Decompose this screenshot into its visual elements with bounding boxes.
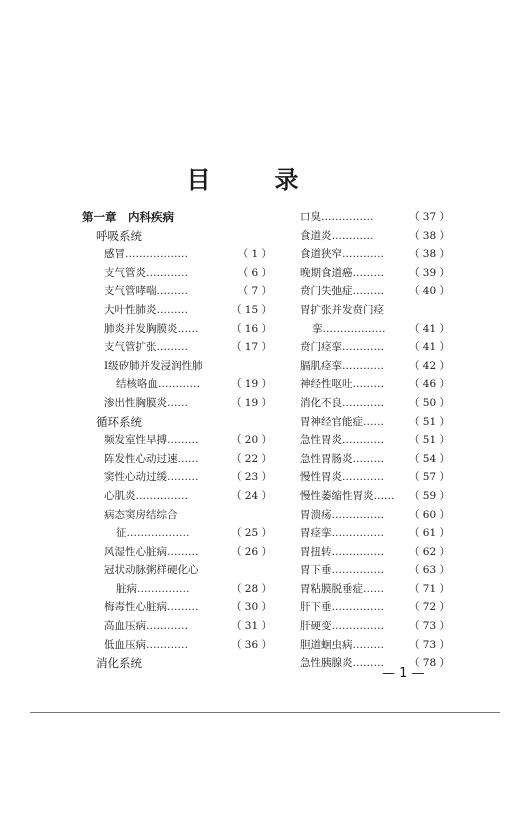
toc-entry [82,264,272,283]
toc-entry [300,450,450,469]
toc-entry-title: 胃痉挛…………… [300,527,384,540]
toc-entry [82,543,272,562]
toc-entry [300,598,450,617]
toc-entry [82,580,272,599]
toc-entry-title: 胃粘膜脱垂症…… [300,582,384,595]
toc-entry-title: 心肌炎…………… [104,489,188,502]
toc-entry-page: （ 31 ） [230,620,272,633]
toc-entry-page: （ 22 ） [230,452,272,465]
toc-entry [82,282,272,301]
toc-entry-page: （ 72 ） [408,601,450,614]
toc-entry-title: 呼吸系统 [96,228,142,243]
toc-entry [82,394,272,413]
toc-entry-title: 频发室性早搏……… [104,434,199,447]
toc-entry-page: （ 17 ） [230,341,272,354]
toc-entry-title: 病态窦房结综合 [104,508,178,521]
toc-entry-page: （ 41 ） [408,341,450,354]
toc-entry-page: （ 57 ） [408,471,450,484]
toc-entry-page: （ 38 ） [408,248,450,261]
page-number: — 1 — [382,666,425,681]
toc-entry [82,636,272,655]
toc-entry-title: 高血压病………… [104,620,188,633]
toc-entry [82,524,272,543]
toc-entry-title: 膈肌痉挛………… [300,359,384,372]
toc-entry [82,506,272,525]
toc-entry-page: （ 1 ） [237,248,272,261]
toc-entry-title: 胃溃疡…………… [300,508,384,521]
page-title: 目 录 [186,166,319,194]
toc-entry-title: 胆道蛔虫病……… [300,638,384,651]
toc-entry [82,561,272,580]
toc-entry-title: 梅毒性心脏病……… [104,601,199,614]
toc-entry-title: 胃扩张并发贲门痉 [300,303,384,316]
toc-entry [300,543,450,562]
toc-entry-title: 消化不良………… [300,396,384,409]
toc-entry [82,431,272,450]
toc-entry-title: 阵发性心动过速…… [104,452,199,465]
toc-entry-page: （ 40 ） [408,285,450,298]
toc-entry-title: 第一章 内科疾病 [82,210,174,224]
toc-entry-title: 循环系统 [96,414,142,429]
toc-entry-title: 支气管哮喘……… [104,285,188,298]
toc-entry-page: （ 51 ） [408,434,450,447]
toc-entry-page: （ 61 ） [408,527,450,540]
toc-entry [82,320,272,339]
toc-entry-page: （ 54 ） [408,452,450,465]
toc-entry [300,375,450,394]
toc-entry-page: （ 19 ） [230,396,272,409]
toc-entry [300,487,450,506]
toc-entry-title: 窦性心动过缓……… [104,471,199,484]
toc-entry-title: 支气管炎………… [104,266,188,279]
toc-entry-page: （ 24 ） [230,489,272,502]
toc-entry-page: （ 23 ） [230,471,272,484]
toc-entry-page: （ 63 ） [408,564,450,577]
toc-entry-page: （ 39 ） [408,266,450,279]
toc-section [82,227,272,246]
toc-entry [300,431,450,450]
toc-entry [300,282,450,301]
toc-entry [300,506,450,525]
toc-entry [300,208,450,227]
toc-entry-title: 慢性胃炎………… [300,471,384,484]
toc-entry [300,617,450,636]
toc-entry [82,487,272,506]
toc-entry-title: 消化系统 [96,656,142,671]
toc-entry-title: 急性胃炎………… [300,434,384,447]
toc-entry [300,636,450,655]
toc-entry-title: 渗出性胸膜炎…… [104,396,188,409]
toc-entry-page: （ 42 ） [408,359,450,372]
toc-entry-title: 挛……………… [312,322,386,335]
toc-entry-title: 晚期食道癌……… [300,266,384,279]
toc-entry [300,413,450,432]
toc-entry-title: 贲门失弛症……… [300,285,384,298]
toc-entry-title: 肝硬变…………… [300,620,384,633]
toc-entry [300,394,450,413]
toc-entry-page: （ 20 ） [230,434,272,447]
toc-entry-page: （ 26 ） [230,545,272,558]
toc-entry-page: （ 62 ） [408,545,450,558]
toc-entry-title: 慢性萎缩性胃炎…… [300,489,395,502]
toc-entry-page: （ 78 ） [408,657,450,670]
toc-entry-title: 支气管扩张……… [104,341,188,354]
toc-chapter [82,208,272,227]
toc-section [82,654,272,673]
toc-entry [300,301,450,320]
toc-entry-title: 肝下垂…………… [300,601,384,614]
toc-entry [82,357,272,376]
toc-entry-page: （ 46 ） [408,378,450,391]
toc-entry-page: （ 38 ） [408,229,450,242]
toc-entry [300,468,450,487]
toc-entry-title: 胃神经官能症…… [300,415,384,428]
toc-entry-page: （ 73 ） [408,638,450,651]
toc-entry [300,357,450,376]
toc-entry-page: （ 37 ） [408,211,450,223]
toc-entry-page: （ 71 ） [408,582,450,595]
toc-entry-title: 风湿性心脏病……… [104,545,199,558]
toc-entry [300,561,450,580]
toc-entry [300,338,450,357]
toc-entry-page: （ 60 ） [408,508,450,521]
toc-entry-page: （ 15 ） [230,303,272,316]
toc-entry [82,468,272,487]
toc-entry [300,245,450,264]
toc-entry [82,375,272,394]
toc-entry-page: （ 19 ） [230,378,272,391]
toc-left-column [82,208,272,673]
toc-entry-title: 冠状动脉粥样硬化心 [104,564,199,577]
toc-entry [300,580,450,599]
toc-entry-title: 急性胰腺炎……… [300,657,384,670]
toc-entry-page: （ 36 ） [230,638,272,651]
toc-entry [300,654,450,673]
toc-entry-page: （ 59 ） [408,489,450,502]
toc-entry [82,338,272,357]
toc-entry-title: 大叶性肺炎……… [104,303,188,316]
toc-entry-title: 感冒……………… [104,248,188,261]
toc-entry-title: 急性胃肠炎……… [300,452,384,465]
toc-right-column [300,208,450,673]
toc-entry-title: I级矽肺并发浸润性肺 [104,359,203,372]
bottom-rule [30,712,500,713]
toc-entry-page: （ 41 ） [408,322,450,335]
toc-entry-title: 脏病…………… [116,582,190,595]
toc-entry-page: （ 6 ） [237,266,272,279]
toc-entry-page: （ 7 ） [237,285,272,298]
toc-entry [300,320,450,339]
toc-entry [82,301,272,320]
toc-entry-title: 征……………… [116,527,190,540]
toc-entry-page: （ 30 ） [230,601,272,614]
toc-entry-title: 神经性呕吐……… [300,378,384,391]
toc-entry-page: （ 50 ） [408,396,450,409]
toc-entry-title: 食道狭窄………… [300,248,384,261]
toc-entry-page: （ 16 ） [230,322,272,335]
toc-entry-title: 食道炎………… [300,229,374,242]
toc-entry-page: （ 28 ） [230,582,272,595]
toc-entry [300,264,450,283]
toc-entry [300,227,450,246]
toc-entry-title: 胃下垂…………… [300,564,384,577]
toc-entry-title: 胃扭转…………… [300,545,384,558]
toc-entry-page: （ 25 ） [230,527,272,540]
toc-entry-title: 低血压病………… [104,638,188,651]
toc-entry [82,617,272,636]
toc-entry-title: 肺炎并发胸膜炎…… [104,322,199,335]
toc-entry [82,598,272,617]
toc-entry-title: 口臭…………… [300,211,374,223]
toc-entry-title: 贲门痉挛………… [300,341,384,354]
toc-entry [300,524,450,543]
toc-entry-page: （ 51 ） [408,415,450,428]
toc-entry-title: 结核咯血………… [116,378,200,391]
toc-entry [82,245,272,264]
toc-entry-page: （ 73 ） [408,620,450,633]
toc-section [82,413,272,432]
toc-entry [82,450,272,469]
